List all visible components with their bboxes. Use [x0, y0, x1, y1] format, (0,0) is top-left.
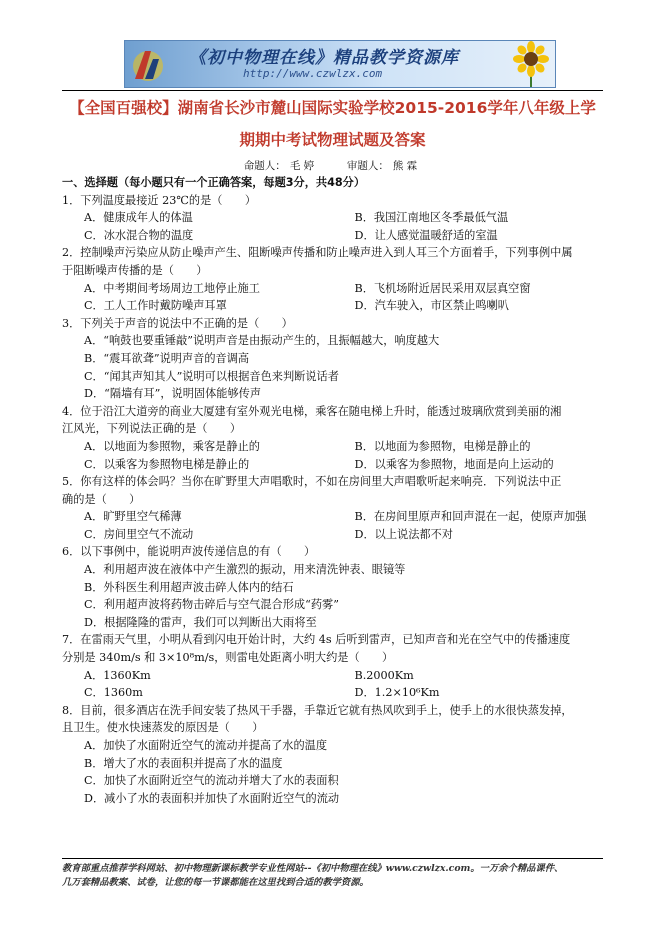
question-stem: 于阻断噪声传播的是（ ） — [62, 263, 208, 277]
option-D: D．减小了水的表面积并加快了水面附近空气的流动 — [84, 791, 340, 805]
section-heading: 一、选择题（每小题只有一个正确答案，每题3分，共48分） — [62, 176, 366, 189]
option-B: B．增大了水的表面积并提高了水的温度 — [84, 756, 283, 770]
option-A: A．旷野里空气稀薄 — [84, 510, 182, 524]
option-row — [62, 684, 603, 702]
question-stem: 3．下列关于声音的说法中不正确的是（ ） — [62, 316, 293, 330]
option-row — [62, 508, 603, 526]
option-C: C．以乘客为参照物电梯是静止的 — [84, 457, 250, 471]
doc-title-line1: 【全国百强校】湖南省长沙市麓山国际实验学校2015-2016学年八年级上学 — [69, 99, 596, 117]
option-D: D．根据隆隆的雷声，我们可以判断出大雨将至 — [84, 615, 317, 629]
question-stem: 且卫生。使水快速蒸发的原因是（ ） — [62, 721, 264, 735]
option-A: A．加快了水面附近空气的流动并提高了水的温度 — [84, 739, 328, 752]
question-stem: 8．目前，很多酒店在洗手间安装了热风干手器，手靠近它就有热风吹到手上，使手上的水很快蒸发掉， — [62, 703, 573, 717]
option-B: B．飞机场附近居民采用双层真空窗 — [354, 281, 531, 295]
option-D: D．以乘客为参照物，地面是向上运动的 — [354, 457, 554, 471]
footer-line2: 几万套精品教案、试卷，让您的每一节课都能在这里找到合适的教学资源。 — [62, 877, 369, 888]
option-C: C．加快了水面附近空气的流动并增大了水的表面积 — [84, 774, 339, 788]
option-B: B．我国江南地区冬季最低气温 — [354, 211, 509, 225]
question-stem: 4．位于沿江大道旁的商业大厦建有室外观光电梯，乘客在随电梯上升时，能透过玻璃欣赏到美丽的湘 — [62, 404, 562, 418]
footer — [62, 862, 612, 890]
option-row — [62, 227, 603, 245]
option-D: D．汽车驶入，市区禁止鸣喇叭 — [354, 299, 509, 313]
reviewer-label: 审题人： — [346, 160, 389, 172]
option-A: A．健康成年人的体温 — [84, 211, 193, 225]
sunflower-icon — [511, 41, 551, 87]
option-B: B．以地面为参照物，电梯是静止的 — [354, 439, 531, 453]
question-4 — [62, 403, 603, 473]
option-B: B．外科医生利用超声波击碎人体内的结石 — [84, 580, 294, 594]
option-row — [62, 456, 603, 474]
question-stem: 6．以下事例中，能说明声波传递信息的有（ ） — [62, 545, 316, 559]
option-C: C．工人工作时戴防噪声耳罩 — [84, 299, 227, 313]
question-3 — [62, 315, 603, 403]
option-A: A．中考期间考场周边工地停止施工 — [84, 281, 260, 295]
option-B: B.2000Km — [354, 668, 414, 682]
author-name: 毛 婷 — [289, 160, 315, 172]
header-rule — [62, 90, 603, 91]
question-list — [62, 174, 603, 807]
question-stem: 确的是（ ） — [62, 492, 141, 506]
option-D: D．以上说法都不对 — [354, 527, 453, 541]
banner-title: 《初中物理在线》精品教学资源库 — [189, 48, 459, 68]
question-stem: 分别是 340m/s 和 3×10⁸m/s，则雷电处距离小明大约是（ ） — [62, 651, 394, 665]
site-logo-icon — [129, 45, 167, 83]
option-row — [62, 280, 603, 298]
footer-line1: 教育部重点推荐学科网站、初中物理新课标教学专业性网站--《初中物理在线》www.czwlzx.com。一万余个精品课件、 — [62, 863, 564, 874]
option-row — [62, 438, 603, 456]
option-row — [62, 209, 603, 227]
question-6 — [62, 543, 603, 631]
site-banner — [124, 40, 556, 88]
question-stem: 1．下列温度最接近 23℃的是（ ） — [62, 193, 257, 207]
option-D: D．1.2×10⁶Km — [354, 686, 440, 700]
question-stem: 2．控制噪声污染应从防止噪声产生、阻断噪声传播和防止噪声进入到人耳三个方面着手，下列事例中属 — [62, 246, 573, 260]
option-row — [62, 297, 603, 315]
question-5 — [62, 473, 603, 543]
authors-line — [0, 158, 661, 173]
option-row — [62, 526, 603, 544]
doc-title-line2: 期期中考试物理试题及答案 — [239, 131, 426, 149]
option-D: D．“隔墙有耳”，说明固体能够传声 — [84, 387, 262, 401]
question-stem: 5．你有这样的体会吗？当你在旷野里大声唱歌时，不如在房间里大声唱歌听起来响亮．下列说法中正 — [62, 475, 562, 489]
option-C: C．1360m — [84, 686, 143, 700]
reviewer-name: 熊 霖 — [392, 160, 418, 172]
author-label: 命题人： — [243, 160, 286, 172]
option-B: B．在房间里原声和回声混在一起，使原声加强 — [354, 510, 587, 524]
option-A: A．以地面为参照物，乘客是静止的 — [84, 439, 260, 453]
option-row — [62, 667, 603, 685]
option-C: C．“闻其声知其人”说明可以根据音色来判断说话者 — [84, 369, 339, 383]
question-7 — [62, 631, 603, 701]
question-stem: 7．在雷雨天气里，小明从看到闪电开始计时，大约 4s 后听到雷声，已知声音和光在空气中的传播速度 — [62, 633, 571, 647]
footer-rule — [62, 858, 603, 859]
option-C: C．房间里空气不流动 — [84, 527, 194, 541]
option-A: A．1360Km — [84, 668, 151, 682]
option-A: A．利用超声波在液体中产生激烈的振动，用来清洗钟表、眼镜等 — [84, 563, 406, 577]
option-B: B．“震耳欲聋”说明声音的音调高 — [84, 351, 250, 365]
question-1 — [62, 192, 603, 245]
option-C: C．冰水混合物的温度 — [84, 228, 194, 242]
option-C: C．利用超声波将药物击碎后与空气混合形成“药雾” — [84, 598, 339, 612]
question-stem: 江风光，下列说法正确的是（ ） — [62, 422, 242, 436]
banner-url: http://www.czwlzx.com — [243, 67, 383, 80]
question-8 — [62, 702, 603, 808]
option-A: A．“响鼓也要重锤敲”说明声音是由振动产生的，且振幅越大，响度越大 — [84, 334, 440, 348]
option-D: D．让人感觉温暖舒适的室温 — [354, 228, 498, 242]
question-2 — [62, 244, 603, 314]
